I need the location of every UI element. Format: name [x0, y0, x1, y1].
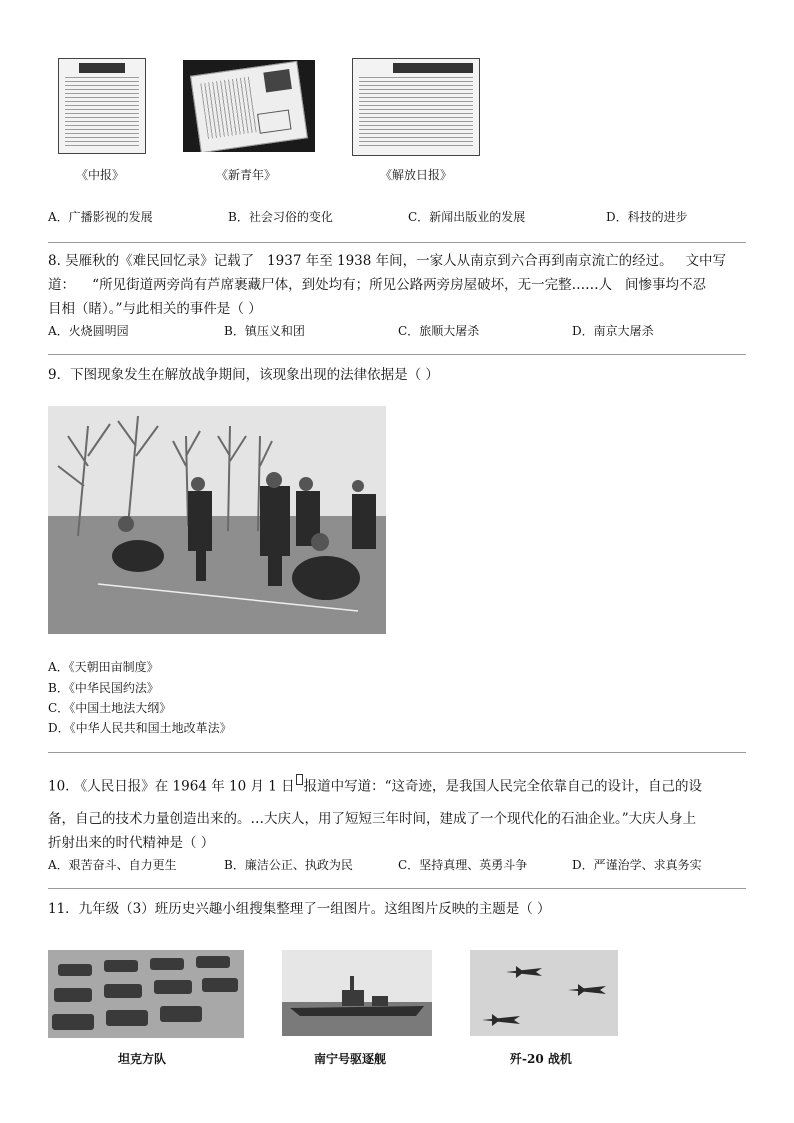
divider: [48, 354, 746, 355]
newspaper-xinqingnian-image: [183, 60, 315, 152]
j20-fighter-photo: [470, 950, 618, 1036]
j20-fighter-art: [470, 950, 618, 1036]
q9-stem: 9．下图现象发生在解放战争期间，该现象出现的法律依据是（ ）: [48, 367, 439, 383]
tank-formation-photo: [48, 950, 244, 1038]
option-d[interactable]: D．科技的进步: [606, 210, 688, 224]
image-caption: 《新青年》: [216, 168, 277, 182]
option-c[interactable]: C．《中国土地法大纲》: [48, 701, 172, 715]
q10-stem-line1: 10. 《人民日报》在 1964 年 10 月 1 日 报道中写道：“这奇迹，是我国人民完全依靠自己的设计，自己的设: [48, 774, 702, 798]
option-a[interactable]: A．《天朝田亩制度》: [48, 660, 159, 674]
option-b[interactable]: B．廉洁公正、执政为民: [224, 858, 353, 872]
option-d[interactable]: D．《中华人民共和国土地改革法》: [48, 721, 232, 735]
land-reform-photo-art: [48, 406, 386, 634]
option-d[interactable]: D．严谨治学、求真务实: [572, 858, 702, 872]
option-b[interactable]: B．《中华民国约法》: [48, 681, 159, 695]
image-caption: 《解放日报》: [380, 168, 453, 182]
option-d[interactable]: D．南京大屠杀: [572, 324, 654, 338]
tank-formation-art: [48, 950, 244, 1038]
q8-stem-line2: 道： “所见街道两旁尚有芦席裹藏尸体，到处均有；所见公路两旁房屋破坏，无一完整……人 间惨事均不忍: [48, 277, 706, 293]
divider: [48, 888, 746, 889]
option-c[interactable]: C．新闻出版业的发展: [408, 210, 526, 224]
option-c[interactable]: C．坚持真理、英勇斗争: [398, 858, 528, 872]
destroyer-photo: [282, 950, 432, 1036]
q8-stem-line1: 8. 吴雁秋的《难民回忆录》记载了 1937 年至 1938 年间，一家人从南京到六合再到南京流亡的经过。 文中写: [48, 253, 727, 269]
image-caption: 南宁号驱逐舰: [314, 1052, 387, 1066]
land-reform-photo: [48, 406, 386, 634]
option-c[interactable]: C．旅顺大屠杀: [398, 324, 480, 338]
q10-stem-line2: 备，自己的技术力量创造出来的。…大庆人，用了短短三年时间，建成了一个现代化的石油企业。”大庆人身上: [48, 811, 697, 827]
image-caption: 歼-20 战机: [510, 1052, 572, 1066]
q8-stem-line3: 目相（睹）。”与此相关的事件是（ ）: [48, 301, 262, 317]
footnote-box-icon: [296, 774, 303, 785]
option-b[interactable]: B．社会习俗的变化: [228, 210, 333, 224]
divider: [48, 752, 746, 753]
q11-stem: 11．九年级（3）班历史兴趣小组搜集整理了一组图片。这组图片反映的主题是（ ）: [48, 901, 551, 917]
option-a[interactable]: A．艰苦奋斗、自力更生: [48, 858, 177, 872]
option-b[interactable]: B．镇压义和团: [224, 324, 305, 338]
newspaper-shenbao-image: [58, 58, 146, 154]
option-a[interactable]: A．火烧圆明园: [48, 324, 129, 338]
image-caption: 坦克方队: [118, 1052, 167, 1066]
newspaper-jiefangribao-image: [352, 58, 480, 156]
option-a[interactable]: A．广播影视的发展: [48, 210, 153, 224]
destroyer-art: [282, 950, 432, 1036]
q10-stem-line3: 折射出来的时代精神是（ ）: [48, 835, 215, 851]
image-caption: 《中报》: [76, 168, 125, 182]
divider: [48, 242, 746, 243]
